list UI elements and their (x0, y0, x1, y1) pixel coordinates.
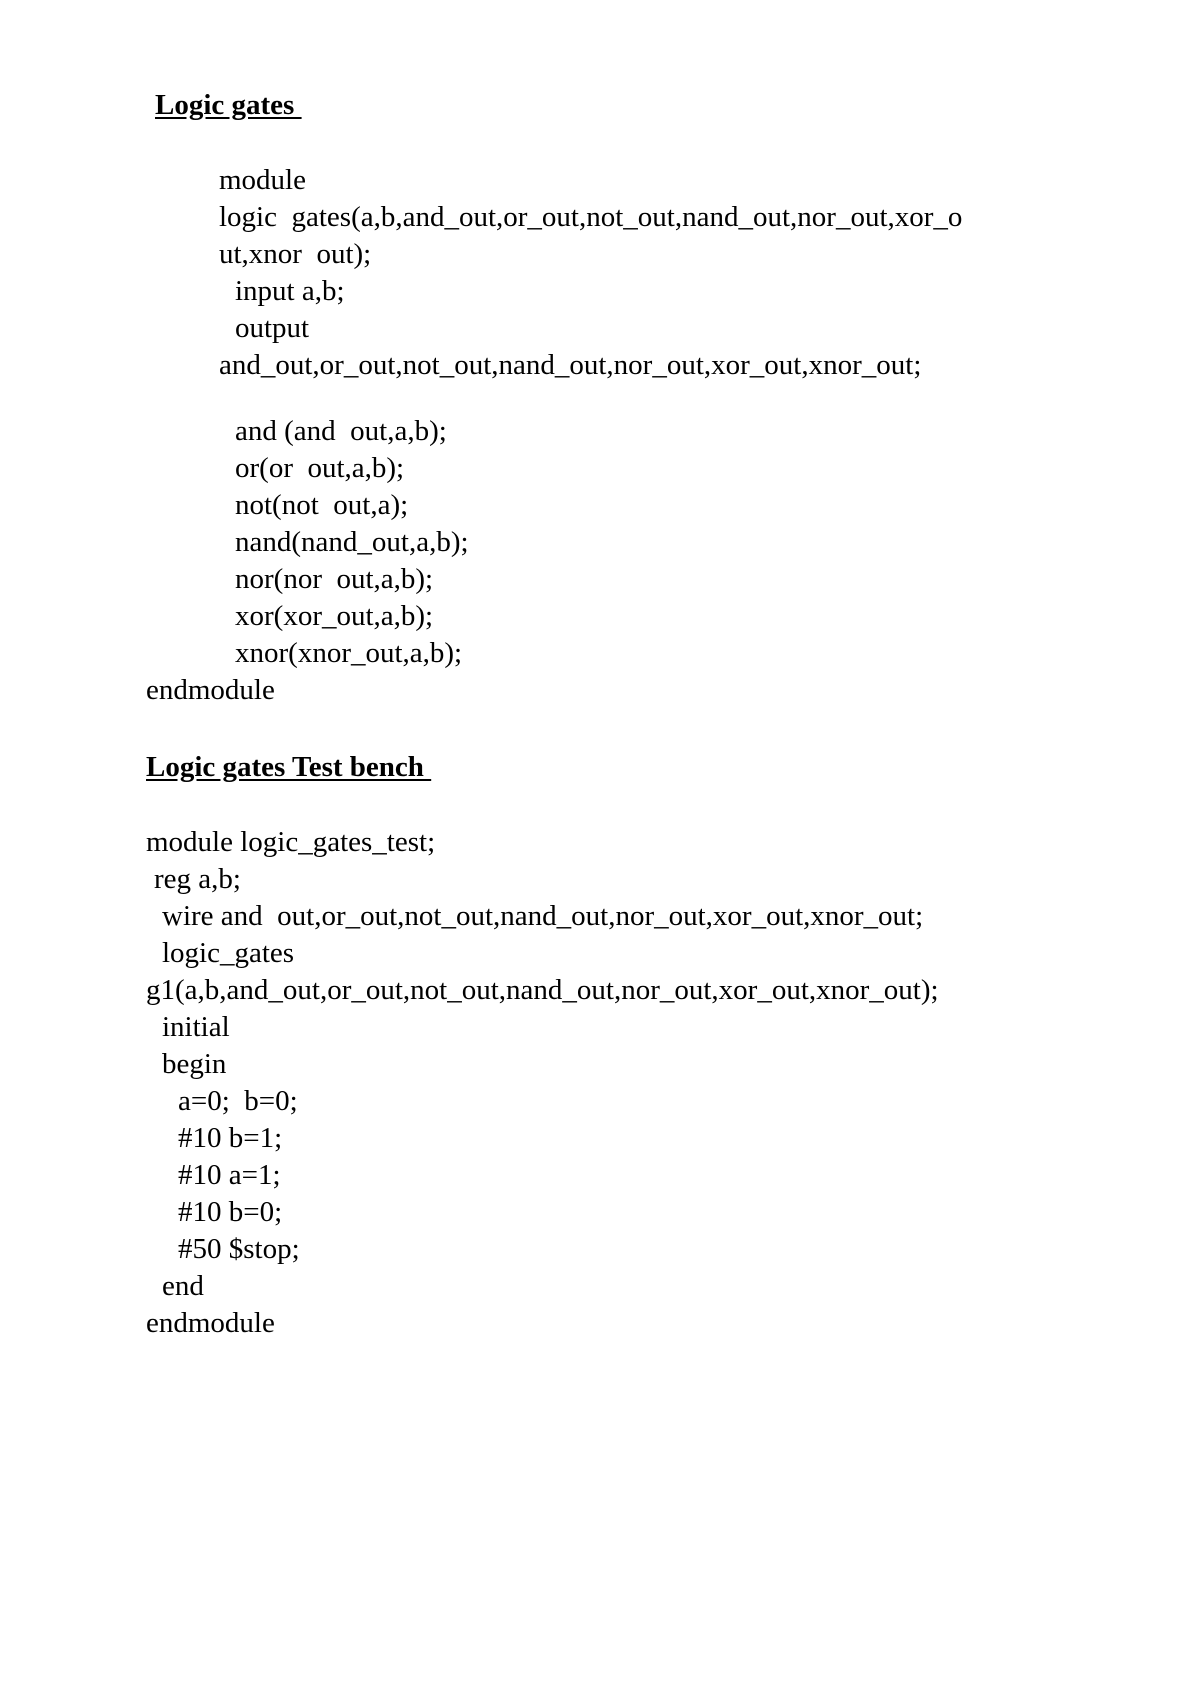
code-line: #10 a=1; (178, 1159, 281, 1191)
code-line: output (235, 312, 310, 344)
code-line: wire and out,or_out,not_out,nand_out,nor_out,xor_out,xnor_out; (162, 900, 924, 932)
code-line: or(or out,a,b); (235, 452, 405, 484)
code-line: input a,b; (235, 275, 345, 307)
code-line: #10 b=0; (178, 1196, 283, 1228)
code-line: logic gates(a,b,and_out,or_out,not_out,nand_out,nor_out,xor_o (219, 201, 963, 233)
code-line: a=0; b=0; (178, 1085, 298, 1117)
code-line: #10 b=1; (178, 1122, 283, 1154)
code-line: endmodule (146, 1307, 275, 1339)
code-line: logic_gates (162, 937, 295, 969)
code-line: not(not out,a); (235, 489, 409, 521)
code-line: xor(xor_out,a,b); (235, 600, 434, 632)
code-line: initial (162, 1011, 230, 1043)
code-line: ut,xnor out); (219, 238, 372, 270)
code-line: nand(nand_out,a,b); (235, 526, 469, 558)
code-line: and (and out,a,b); (235, 415, 447, 447)
code-line: end (162, 1270, 204, 1302)
code-line: endmodule (146, 674, 275, 706)
section-heading-logic-gates: Logic gates (155, 89, 302, 121)
code-line: nor(nor out,a,b); (235, 563, 434, 595)
code-line: xnor(xnor_out,a,b); (235, 637, 463, 669)
section-heading-test-bench: Logic gates Test bench (146, 751, 432, 783)
code-line: g1(a,b,and_out,or_out,not_out,nand_out,nor_out,xor_out,xnor_out); (146, 974, 939, 1006)
code-line: module (219, 164, 306, 196)
code-line: #50 $stop; (178, 1233, 300, 1265)
code-line: module logic_gates_test; (146, 826, 436, 858)
code-line: and_out,or_out,not_out,nand_out,nor_out,xor_out,xnor_out; (219, 349, 922, 381)
code-line: reg a,b; (154, 863, 241, 895)
code-line: begin (162, 1048, 227, 1080)
